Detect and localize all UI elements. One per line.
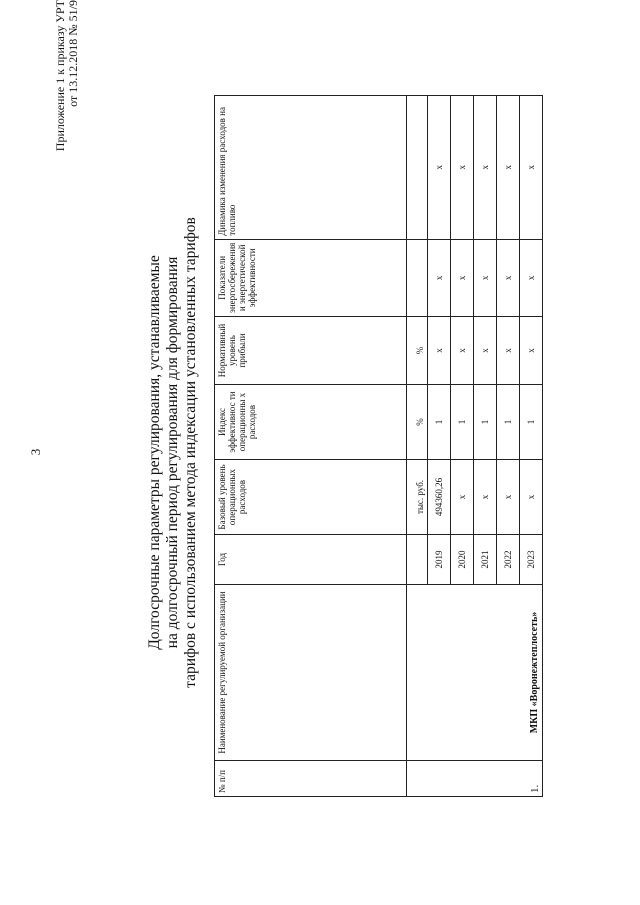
parameters-table bbox=[214, 95, 543, 797]
header-year: Год bbox=[215, 535, 407, 585]
cell-efficiency-index: 1 bbox=[497, 385, 520, 460]
cell-base-opex: x bbox=[451, 460, 474, 535]
cell-year: 2022 bbox=[497, 535, 520, 585]
cell-efficiency-index: 1 bbox=[520, 385, 543, 460]
header-fuel-dynamics: Динамика изменения расходов на топливо bbox=[215, 95, 407, 239]
appendix-line-1: Приложение 1 к приказу УРТ bbox=[53, 0, 67, 152]
cell-efficiency-index: 1 bbox=[451, 385, 474, 460]
cell-efficiency-index: 1 bbox=[474, 385, 497, 460]
unit-base-opex: тыс. руб. bbox=[407, 460, 428, 535]
unit-profit-level: % bbox=[407, 317, 428, 385]
cell-energy-saving: x bbox=[428, 239, 451, 316]
header-org: Наименование регулируемой организации bbox=[215, 585, 407, 761]
header-base-opex: Базовый уровень операционных расходов bbox=[215, 460, 407, 535]
cell-profit-level: x bbox=[451, 317, 474, 385]
row-number: 1. bbox=[407, 761, 543, 797]
appendix-line-2: от 13.12.2018 № 51/9 bbox=[66, 0, 80, 107]
cell-base-opex: x bbox=[474, 460, 497, 535]
cell-fuel-dynamics: x bbox=[451, 95, 474, 239]
cell-profit-level: x bbox=[497, 317, 520, 385]
header-row bbox=[215, 95, 407, 796]
cell-year: 2023 bbox=[520, 535, 543, 585]
cell-year: 2020 bbox=[451, 535, 474, 585]
cell-year: 2019 bbox=[428, 535, 451, 585]
document-title bbox=[146, 0, 200, 905]
cell-fuel-dynamics: x bbox=[474, 95, 497, 239]
cell-base-opex: x bbox=[520, 460, 543, 535]
page-number: 3 bbox=[28, 448, 43, 456]
cell-energy-saving: x bbox=[520, 239, 543, 316]
cell-energy-saving: x bbox=[497, 239, 520, 316]
units-row bbox=[407, 95, 428, 796]
header-energy-saving: Показатели энергосбережения и энергетической эффективности bbox=[215, 239, 407, 316]
cell-year: 2021 bbox=[474, 535, 497, 585]
cell-base-opex: x bbox=[497, 460, 520, 535]
cell-fuel-dynamics: x bbox=[428, 95, 451, 239]
cell-profit-level: x bbox=[474, 317, 497, 385]
unit-fuel-dynamics bbox=[407, 95, 428, 239]
cell-efficiency-index: 1 bbox=[428, 385, 451, 460]
header-efficiency-index: Индекс эффективнос ти операционны х расходов bbox=[215, 385, 407, 460]
cell-fuel-dynamics: x bbox=[520, 95, 543, 239]
unit-efficiency-index: % bbox=[407, 385, 428, 460]
cell-energy-saving: x bbox=[474, 239, 497, 316]
appendix-note bbox=[54, 0, 80, 360]
cell-energy-saving: x bbox=[451, 239, 474, 316]
cell-profit-level: x bbox=[428, 317, 451, 385]
header-profit-level: Нормативный уровень прибыли bbox=[215, 317, 407, 385]
cell-profit-level: x bbox=[520, 317, 543, 385]
title-line-2: на долгосрочный период регулирования для формирования bbox=[164, 256, 181, 649]
unit-year bbox=[407, 535, 428, 585]
cell-fuel-dynamics: x bbox=[497, 95, 520, 239]
title-line-1: Долгосрочные параметры регулирования, устанавливаемые bbox=[146, 255, 163, 650]
header-num: № п/п bbox=[215, 761, 407, 797]
organization-name: МКП «Воронежтеплосеть» bbox=[407, 585, 543, 761]
title-line-3: тарифов с использованием метода индексации установленных тарифов bbox=[182, 217, 199, 688]
cell-base-opex: 494360,26 bbox=[428, 460, 451, 535]
unit-energy-saving bbox=[407, 239, 428, 316]
